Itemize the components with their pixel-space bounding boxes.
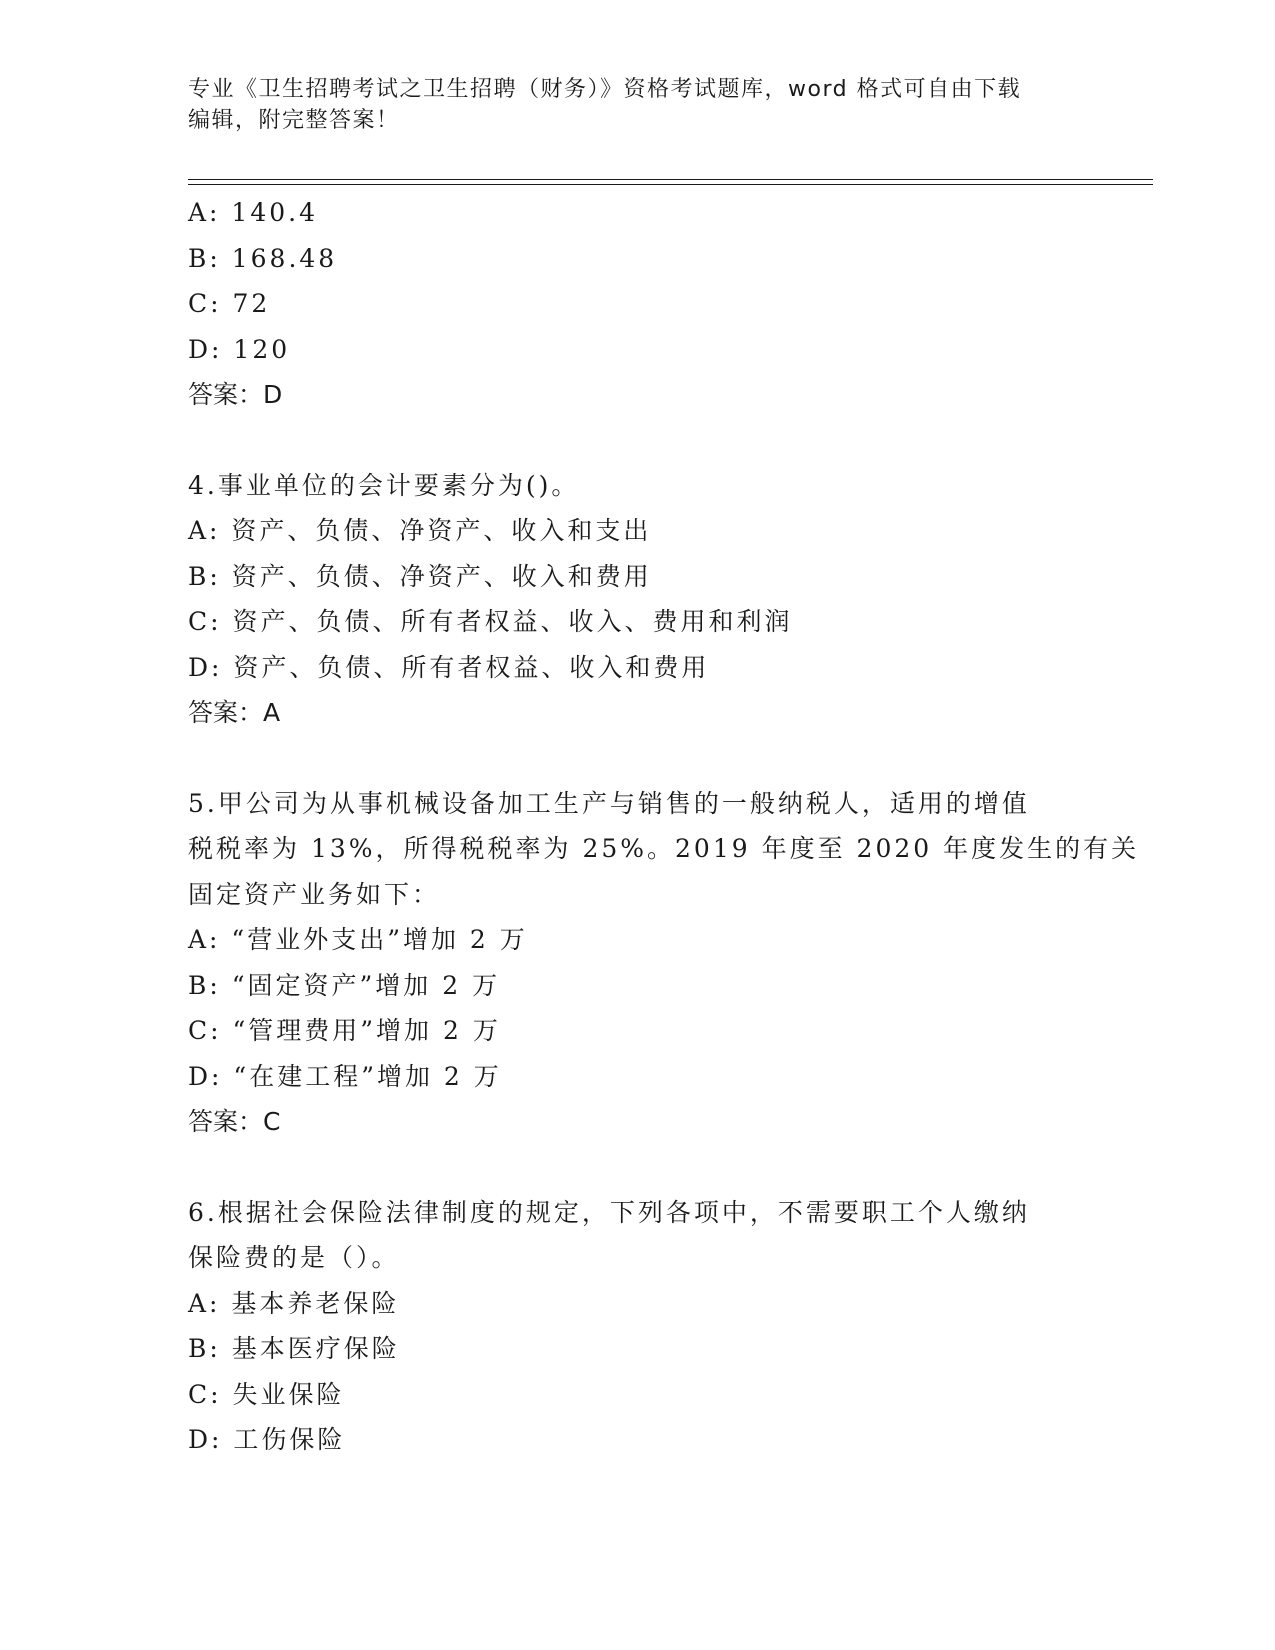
option-d: D: 资产、负债、所有者权益、收入和费用 — [188, 652, 710, 682]
answer: 答案：D — [188, 380, 283, 409]
question-stem: 4.事业单位的会计要素分为()。 — [188, 470, 580, 500]
option-c: C: 72 — [188, 289, 271, 318]
spacer — [188, 1145, 1088, 1190]
option-b: B: 资产、负债、净资产、收入和费用 — [188, 561, 652, 591]
question-4 — [188, 463, 1088, 736]
question-3 — [188, 190, 1088, 418]
option-b: B: “固定资产”增加 2 万 — [188, 970, 501, 1000]
document-header — [188, 74, 1088, 136]
option-b: B: 基本医疗保险 — [188, 1334, 400, 1363]
header-divider-top — [188, 179, 1153, 180]
question-6 — [188, 1190, 1088, 1463]
option-a: A: 资产、负债、净资产、收入和支出 — [188, 516, 652, 545]
option-a: A: 140.4 — [188, 198, 318, 227]
option-c: C: 资产、负债、所有者权益、收入、费用和利润 — [188, 607, 793, 636]
question-stem: 保险费的是（）。 — [188, 1243, 400, 1272]
option-d: D: 120 — [188, 334, 291, 364]
option-a: A: “营业外支出”增加 2 万 — [188, 925, 528, 954]
option-a: A: 基本养老保险 — [188, 1288, 400, 1318]
spacer — [188, 736, 1088, 781]
question-stem: 5.甲公司为从事机械设备加工生产与销售的一般纳税人，适用的增值 — [188, 788, 1030, 818]
option-c: C: 失业保险 — [188, 1379, 345, 1409]
option-d: D: 工伤保险 — [188, 1425, 346, 1454]
question-list — [188, 190, 1140, 1463]
option-b: B: 168.48 — [188, 243, 338, 273]
option-d: D: “在建工程”增加 2 万 — [188, 1061, 502, 1091]
answer: 答案：A — [188, 698, 281, 727]
spacer — [188, 418, 1088, 463]
question-stem: 固定资产业务如下： — [188, 879, 441, 909]
question-stem: 6.根据社会保险法律制度的规定，下列各项中，不需要职工个人缴纳 — [188, 1197, 1030, 1227]
question-5 — [188, 781, 1140, 1145]
header-line-1: 专业《卫生招聘考试之卫生招聘（财务）》资格考试题库，word 格式可自由下载 — [188, 77, 1022, 102]
option-c: C: “管理费用”增加 2 万 — [188, 1016, 501, 1045]
question-stem: 税税率为 13%，所得税税率为 25%。2019 年度至 2020 年度发生的有关 — [188, 834, 1140, 863]
header-line-2: 编辑，附完整答案！ — [188, 108, 400, 133]
header-divider-bottom — [188, 184, 1153, 185]
answer: 答案：C — [188, 1107, 281, 1136]
